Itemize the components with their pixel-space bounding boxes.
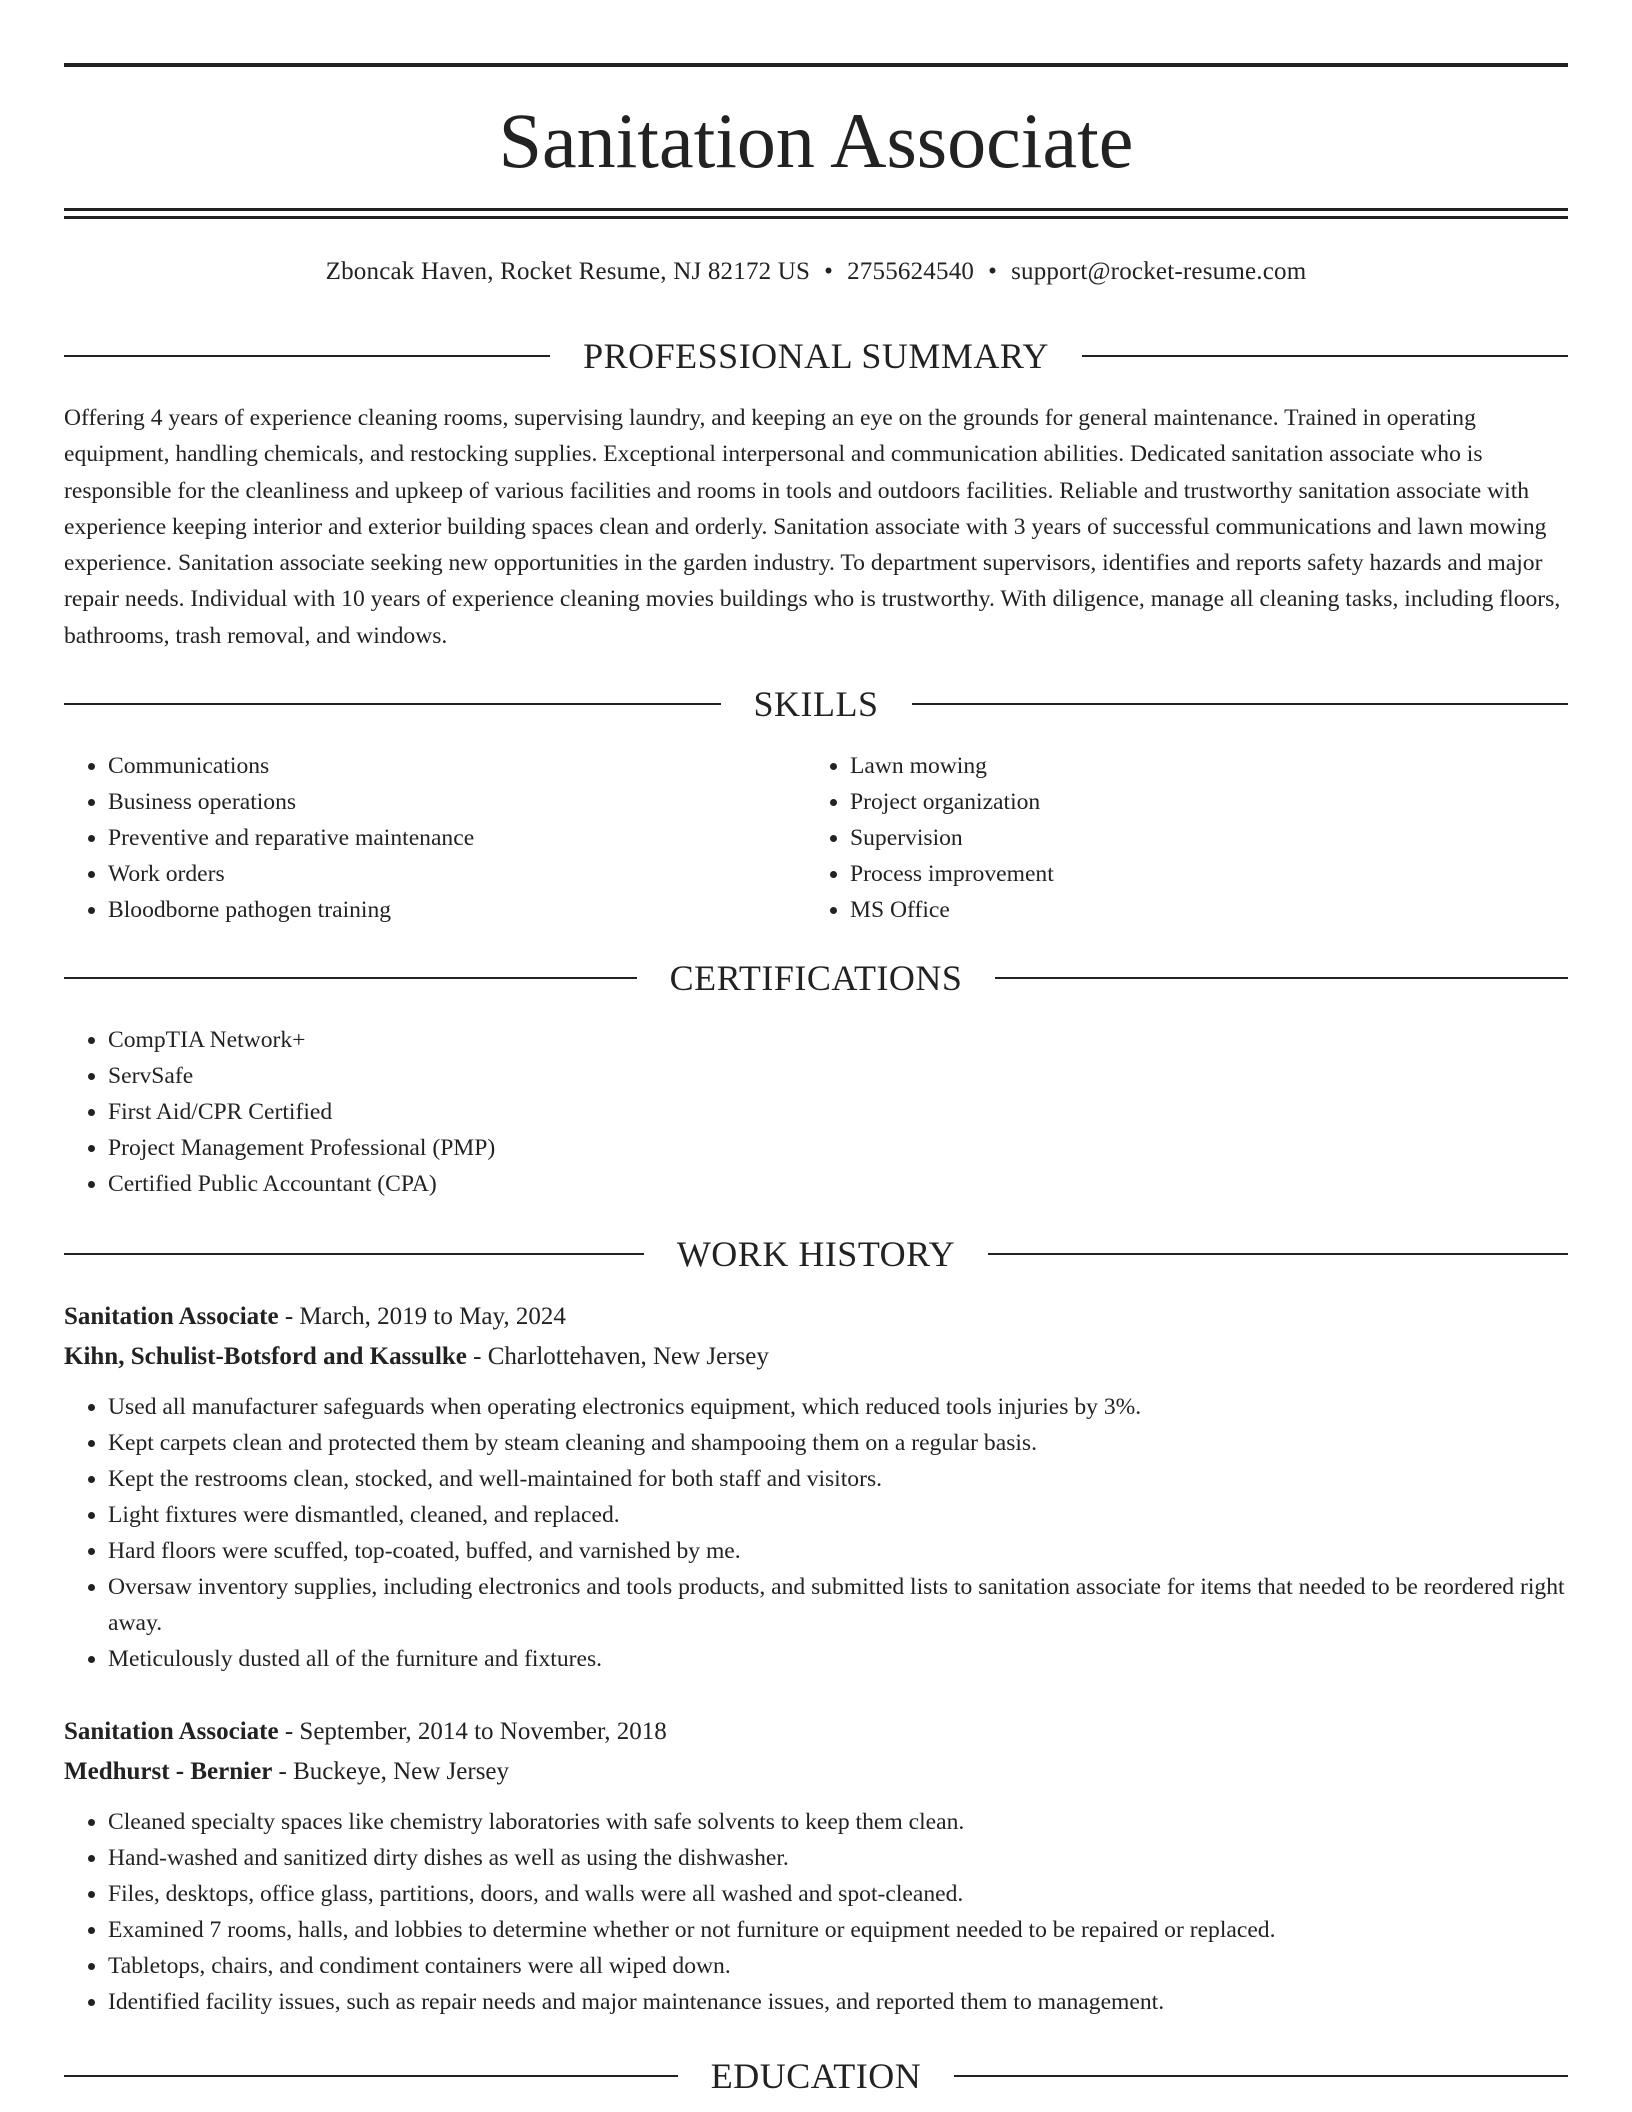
job-title: Sanitation Associate bbox=[64, 1303, 279, 1330]
section-rule-left bbox=[64, 355, 550, 357]
job-duty-item: • Oversaw inventory supplies, including electronics and tools products, and submitted lists to sanitation associate for items that needed to be reordered right away. bbox=[108, 1569, 1568, 1641]
job-company: Kihn, Schulist-Botsford and Kassulke bbox=[64, 1343, 467, 1370]
job-duty-item: • Files, desktops, office glass, partitions, doors, and walls were all washed and spot-cleaned. bbox=[108, 1876, 1568, 1912]
summary-text: Offering 4 years of experience cleaning rooms, supervising laundry, and keeping an eye on the grounds for general maintenance. Trained in operating equipment, handling chemicals, and restocking supplies. Exceptional interpersonal and communication abilities. Dedicated sanitation associate who is responsible for the cleanliness and upkeep of various facilities and rooms in tools and outdoors facilities. Reliable and trustworthy sanitation associate with experience keeping interior and exterior building spaces clean and orderly. Sanitation associate with 3 years of successful communications and lawn mowing experience. Sanitation associate seeking new opportunities in the garden industry. To department supervisors, identifies and reports safety hazards and major repair needs. Individual with 10 years of experience cleaning movies buildings who is trustworthy. With diligence, manage all cleaning tasks, including floors, bathrooms, trash removal, and windows. bbox=[64, 405, 1561, 649]
section-header-summary bbox=[64, 333, 1568, 379]
skill-item: • Project organization bbox=[850, 784, 1546, 820]
section-header-skills bbox=[64, 681, 1568, 727]
skill-item: • Supervision bbox=[850, 820, 1546, 856]
contact-separator: • bbox=[824, 258, 834, 285]
skill-item: • MS Office bbox=[850, 892, 1546, 928]
job-company: Medhurst - Bernier bbox=[64, 1758, 273, 1785]
job-duty-item: • Light fixtures were dismantled, cleaned, and replaced. bbox=[108, 1497, 1568, 1533]
job-company-row bbox=[64, 1752, 1568, 1792]
job-title-row bbox=[64, 1297, 1568, 1337]
skill-item: • Business operations bbox=[108, 784, 804, 820]
top-rule bbox=[64, 63, 1568, 67]
contact-separator: • bbox=[988, 258, 998, 285]
section-rule-right bbox=[1082, 355, 1568, 357]
job-duties bbox=[64, 1389, 1568, 1677]
certification-item: • ServSafe bbox=[108, 1058, 1568, 1094]
skill-item: • Communications bbox=[108, 748, 804, 784]
job-duty-item: • Used all manufacturer safeguards when operating electronics equipment, which reduced tools injuries by 3%. bbox=[108, 1389, 1568, 1425]
certification-item: • Certified Public Accountant (CPA) bbox=[108, 1166, 1568, 1202]
section-title-education: EDUCATION bbox=[710, 2056, 922, 2096]
skill-item: • Bloodborne pathogen training bbox=[108, 892, 804, 928]
job-duty-item: • Examined 7 rooms, halls, and lobbies to determine whether or not furniture or equipment needed to be repaired or replaced. bbox=[108, 1912, 1568, 1948]
job-title: Sanitation Associate bbox=[64, 1718, 279, 1745]
section-header-education bbox=[64, 2053, 1568, 2099]
section-header-work-history bbox=[64, 1231, 1568, 1277]
certifications-list bbox=[64, 1022, 1568, 1202]
job-location: - Buckeye, New Jersey bbox=[272, 1758, 510, 1785]
job-duty-item: • Kept the restrooms clean, stocked, and well-maintained for both staff and visitors. bbox=[108, 1461, 1568, 1497]
section-title-certifications: CERTIFICATIONS bbox=[669, 958, 963, 998]
skill-item: • Lawn mowing bbox=[850, 748, 1546, 784]
section-title-skills: SKILLS bbox=[753, 684, 879, 724]
certification-item: • First Aid/CPR Certified bbox=[108, 1094, 1568, 1130]
skill-item: • Process improvement bbox=[850, 856, 1546, 892]
section-rule-left bbox=[64, 703, 721, 705]
contact-email: support@rocket-resume.com bbox=[1011, 258, 1307, 285]
skill-item: • Work orders bbox=[108, 856, 804, 892]
job-duty-item: • Meticulously dusted all of the furniture and fixtures. bbox=[108, 1641, 1568, 1677]
contact-line bbox=[64, 254, 1568, 290]
job-duty-item: • Hard floors were scuffed, top-coated, buffed, and varnished by me. bbox=[108, 1533, 1568, 1569]
section-header-certifications bbox=[64, 955, 1568, 1001]
header-rule-lower bbox=[64, 216, 1568, 219]
skills-column-left bbox=[64, 748, 804, 928]
job-company-row bbox=[64, 1337, 1568, 1377]
job-dates: - March, 2019 to May, 2024 bbox=[278, 1303, 566, 1330]
section-title-summary: PROFESSIONAL SUMMARY bbox=[583, 336, 1049, 376]
job-title-row bbox=[64, 1712, 1568, 1752]
job-duty-item: • Hand-washed and sanitized dirty dishes as well as using the dishwasher. bbox=[108, 1840, 1568, 1876]
resume-name: Sanitation Associate bbox=[498, 97, 1134, 184]
job-duty-item: • Kept carpets clean and protected them by steam cleaning and shampooing them on a regular basis. bbox=[108, 1425, 1568, 1461]
job-entry bbox=[64, 1712, 1568, 2020]
header-rule-upper bbox=[64, 208, 1568, 211]
job-duty-item: • Identified facility issues, such as repair needs and major maintenance issues, and reported them to management. bbox=[108, 1984, 1568, 2020]
section-rule-right bbox=[988, 1253, 1568, 1255]
job-entry bbox=[64, 1297, 1568, 1677]
certification-item: • CompTIA Network+ bbox=[108, 1022, 1568, 1058]
section-title-work-history: WORK HISTORY bbox=[676, 1234, 956, 1274]
contact-address: Zboncak Haven, Rocket Resume, NJ 82172 US bbox=[325, 258, 811, 285]
skill-item: • Preventive and reparative maintenance bbox=[108, 820, 804, 856]
certification-item: • Project Management Professional (PMP) bbox=[108, 1130, 1568, 1166]
job-duties bbox=[64, 1804, 1568, 2020]
section-rule-right bbox=[912, 703, 1569, 705]
section-rule-right bbox=[995, 977, 1568, 979]
section-rule-left bbox=[64, 977, 637, 979]
job-duty-item: • Tabletops, chairs, and condiment containers were all wiped down. bbox=[108, 1948, 1568, 1984]
section-rule-left bbox=[64, 1253, 644, 1255]
job-dates: - September, 2014 to November, 2018 bbox=[278, 1718, 667, 1745]
job-location: - Charlottehaven, New Jersey bbox=[466, 1343, 769, 1370]
section-rule-left bbox=[64, 2075, 678, 2077]
contact-phone: 2755624540 bbox=[847, 258, 975, 285]
section-rule-right bbox=[954, 2075, 1568, 2077]
skills-column-right bbox=[806, 748, 1546, 928]
job-duty-item: • Cleaned specialty spaces like chemistry laboratories with safe solvents to keep them clean. bbox=[108, 1804, 1568, 1840]
